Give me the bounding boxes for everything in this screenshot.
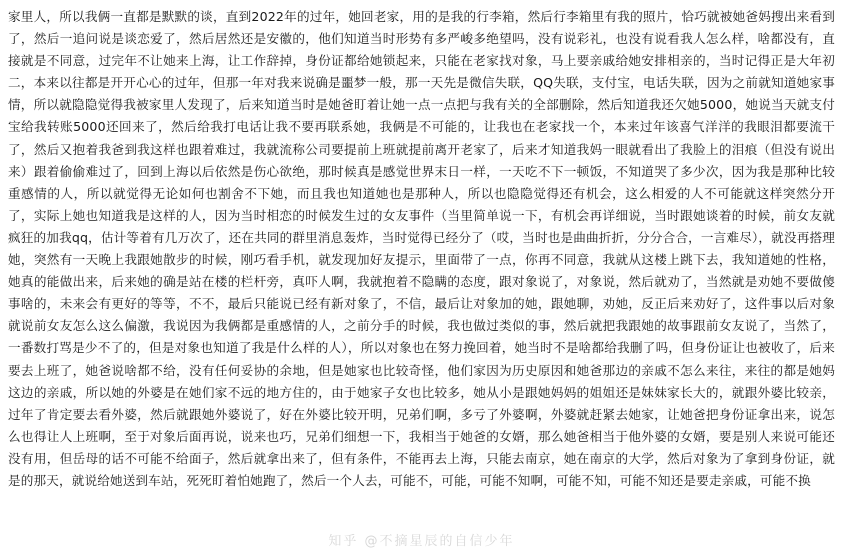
watermark: 知乎 @不摘星辰的自信少年 [328, 534, 515, 549]
article-body: 家里人，所以我俩一直都是默默的谈，直到2022年的过年，她回老家，用的是我的行李箱，然后行李箱里有我的照片，恰巧就被她爸妈搜出来看到了，然后一追问说是谈恋爱了，然后居然还是安徽的，他们知道当时形势有多严峻多绝望吗，没有说彩礼，也没有说看我人怎么样，啥都没有，直接就是不同意，过完年不让她来上海，让工作辞掉，身份证都给她锁起来，只能在老家找对象，马上要亲戚给她安排相亲的，当时记得正是大年初二，本来以往都是开开心心的过年，但那一年对我来说确是噩梦一般，那一天先是微信失联，QQ失联，支付宝，电话失联，因为之前就知道她家事情，所以就隐隐觉得我被家里人发现了，后来知道当时是她爸盯着让她一点一点把与我有关的全部删除，然后知道我还欠她5000，她说当天就支付宝给我转账5000还回来了，然后给我打电话让我不要再联系她，我俩是不可能的，让我也在老家找一个，本来过年该喜气洋洋的我眼泪都要流干了，然后又抱着我爸到我这样也跟着难过，我就流称公司要提前上班就提前离开老家了，后来才知道我妈一眼就看出了我脸上的泪痕（但没有说出来）跟着偷偷难过了，回到上海以后依然是伤心欲绝，那时候真是感觉世界末日一样，一天吃不下一顿饭，不知道哭了多少次，因为我是那种比较重感情的人，所以就觉得无论如何也割舍不下她，而且我也知道她也是那种人，所以也隐隐觉得还有机会，这么相爱的人不可能就这样突然分开了，实际上她也知道我是这样的人，因为当时相恋的时候发生过的女友事件（当里简单说一下，有机会再详细说，当时跟她谈着的时候，前女友就疯狂的加我qq，估计等着有几万次了，还在共同的群里消息轰炸，当时觉得已经分了（哎，当时也是曲曲折折，分分合合，一言难尽），就没再搭理她，突然有一天晚上我跟她散步的时候，刚巧看手机，就发现加好友提示，里面带了一点，你再不同意，我就从这楼上跳下去，我知道她的性格，她真的能做出来，后来她的确是站在楼的栏杆旁，真吓人啊，我就抱着不隐瞒的态度，跟对象说了，对象说，然后就劝了，当然就是劝她不要做傻事啥的，未来会有更好的等等，不不，最后只能说已经有新对象了，不信，最后让对象加的她，跟她聊，劝她，反正后来劝好了，这件事以后对象就说前女友怎么这么偏激，我说因为我俩都是重感情的人，之前分手的时候，我也做过类似的事，然后就把我跟她的故事跟前女友说了，当然了，一番数打骂是少不了的，但是对象也知道了我是什么样的人），所以对象也在努力挽回着，她当时不是啥都给我删了吗，但身份证让也被收了，后来要去上班了，她爸说啥都不给，没有任何妥协的余地，但是她家也比较奇怪，他们家因为历史原因和她爸那边的亲戚不怎么来往，来往的都是她妈这边的亲戚，所以她的外婆是在她们家不远的地方住的，由于她家子女也比较多，她从小是跟她妈妈的姐姐还是妹妹家长大的，就跟外婆比较亲，过年了肯定要去看外婆，然后就跟她外婆说了，好在外婆比较开明，兄弟们啊，多亏了外婆啊，外婆就赶紧去她家，让她爸把身份证拿出来，说怎么也得让人上班啊，至于对象后面再说，说来也巧，兄弟们细想一下，我相当于她爸的女婿，那么她爸相当于他外婆的女婿，要是别人来说可能还没有用，但岳母的话不可能不给面子，然后就拿出来了，但有条件，不能再去上海，只能去南京，她在南京的大学，然后对象为了拿到身份证，就是的那天，就说给她送到车站，死死盯着怕她跑了，然后一个人去，可能不，可能，可能不知啊，可能不知，可能不知还是要走亲戚，可能不换 [8, 9, 835, 488]
